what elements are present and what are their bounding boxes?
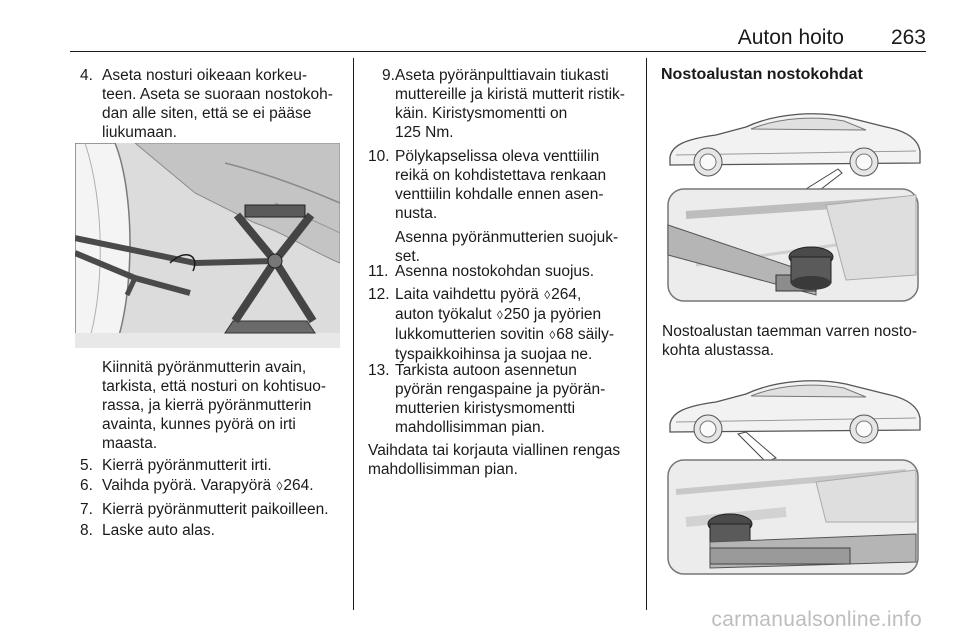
closing-paragraph <box>368 441 644 479</box>
step-number: 13. <box>368 362 390 379</box>
text-line: liukumaan. <box>102 124 177 141</box>
step-text: Vaihda pyörä. Varapyörä ◊264. <box>102 477 314 494</box>
section-title: Nostoalustan nostokohdat <box>661 66 863 83</box>
header-rule <box>70 51 926 52</box>
text-line: Vaihdata tai korjauta viallinen rengas <box>368 442 621 459</box>
text-line: Asenna pyöränmutterien suojuk- <box>395 229 619 246</box>
step-text: Laske auto alas. <box>102 522 215 539</box>
car-rear-underbody-drawing <box>666 372 924 578</box>
lift-point-illustration-1 <box>666 105 924 305</box>
text-line: Laita vaihdettu pyörä ◊264, <box>395 286 582 303</box>
step-number: 7. <box>80 501 93 518</box>
step-number: 9. <box>382 67 395 84</box>
text-line: tyspaikkoihinsa ja suojaa ne. <box>395 346 593 363</box>
text-line: rassa, ja kierrä pyöränmutterin <box>102 397 312 414</box>
text-line: reikä on kohdistettava renkaan <box>395 167 607 184</box>
step-number: 12. <box>368 286 390 303</box>
step-13 <box>368 361 642 441</box>
text-line: Aseta nosturi oikeaan korkeu- <box>102 67 308 84</box>
text-line: Nostoalustan taemman varren nosto- <box>662 323 918 340</box>
text-line: maasta. <box>102 435 158 452</box>
step-number: 11. <box>368 263 389 280</box>
text-line: mutterien kiristysmomentti <box>395 400 576 417</box>
step-number: 4. <box>80 67 93 84</box>
step-6 <box>80 476 348 496</box>
lift-point-illustration-2 <box>666 372 924 578</box>
step-text: Kierrä pyöränmutterit paikoilleen. <box>102 501 329 518</box>
page-reference[interactable]: 68 säily- <box>556 326 615 343</box>
text-line: dan alle siten, että se ei pääse <box>102 105 312 122</box>
step-number: 8. <box>80 522 93 539</box>
car-underbody-drawing <box>666 105 924 305</box>
reference-icon: ◊ <box>549 328 556 342</box>
text-line: muttereille ja kiristä mutterit ristik- <box>395 86 625 103</box>
text-line: teen. Aseta se suoraan nostokoh- <box>102 86 333 103</box>
step-text <box>102 66 333 142</box>
page-reference[interactable]: 250 ja pyörien <box>503 306 602 323</box>
step-7 <box>80 500 350 520</box>
page-reference[interactable]: 264. <box>283 477 314 494</box>
reference-icon: ◊ <box>496 308 503 322</box>
text-line: venttiilin kohdalle ennen asen- <box>395 186 604 203</box>
step-number: 10. <box>368 148 390 165</box>
reference-icon: ◊ <box>544 288 551 302</box>
header-title: Auton hoito <box>737 26 844 49</box>
step-text <box>395 361 605 437</box>
column-divider-2 <box>646 58 647 610</box>
step-number: 5. <box>80 457 93 474</box>
text-line: 125 Nm. <box>395 124 454 141</box>
watermark: carmanualsonline.info <box>711 608 922 631</box>
step-text: Asenna nostokohdan suojus. <box>395 263 595 280</box>
text-line: Aseta pyöränpulttiavain tiukasti <box>395 67 609 84</box>
text-line: mahdollisimman pian. <box>395 419 545 436</box>
lift-point-caption <box>662 322 932 360</box>
reference-icon: ◊ <box>276 479 283 493</box>
text-line: nusta. <box>395 205 438 222</box>
text-line: set. <box>395 248 420 265</box>
text-line: auton työkalut ◊250 ja pyörien <box>395 306 602 323</box>
jack-caption <box>102 358 348 453</box>
text-line: käin. Kiristysmomentti on <box>395 105 568 122</box>
step-number: 6. <box>80 477 93 494</box>
step-12 <box>368 285 644 365</box>
step-text <box>395 285 614 364</box>
text-line: lukkomutterien sovitin ◊68 säily- <box>395 326 615 343</box>
text-line: mahdollisimman pian. <box>368 461 518 478</box>
text-line: Kiinnitä pyöränmutterin avain, <box>102 359 307 376</box>
column-divider-1 <box>353 58 354 610</box>
text-line: avainta, kunnes pyörä on irti <box>102 416 296 433</box>
step-9 <box>372 66 642 146</box>
page-reference[interactable]: 264, <box>551 286 582 303</box>
text-line: tarkista, että nosturi on kohtisuo- <box>102 378 327 395</box>
step-5 <box>80 456 348 476</box>
text-line: Tarkista autoon asennetun <box>395 362 577 379</box>
step-11 <box>368 262 642 282</box>
page-number: 263 <box>890 26 926 49</box>
text-line: kohta alustassa. <box>662 342 775 359</box>
step-text <box>395 147 618 266</box>
page-header <box>70 22 926 52</box>
step-text <box>395 66 625 142</box>
step-8 <box>80 521 348 541</box>
step-text: Kierrä pyöränmutterit irti. <box>102 457 272 474</box>
text-line: pyörän rengaspaine ja pyörän- <box>395 381 606 398</box>
jack-illustration <box>75 143 340 348</box>
step-10 <box>368 147 642 267</box>
step-4 <box>80 66 348 146</box>
jack-drawing <box>75 143 340 348</box>
text-line: Pölykapselissa oleva venttiilin <box>395 148 600 165</box>
